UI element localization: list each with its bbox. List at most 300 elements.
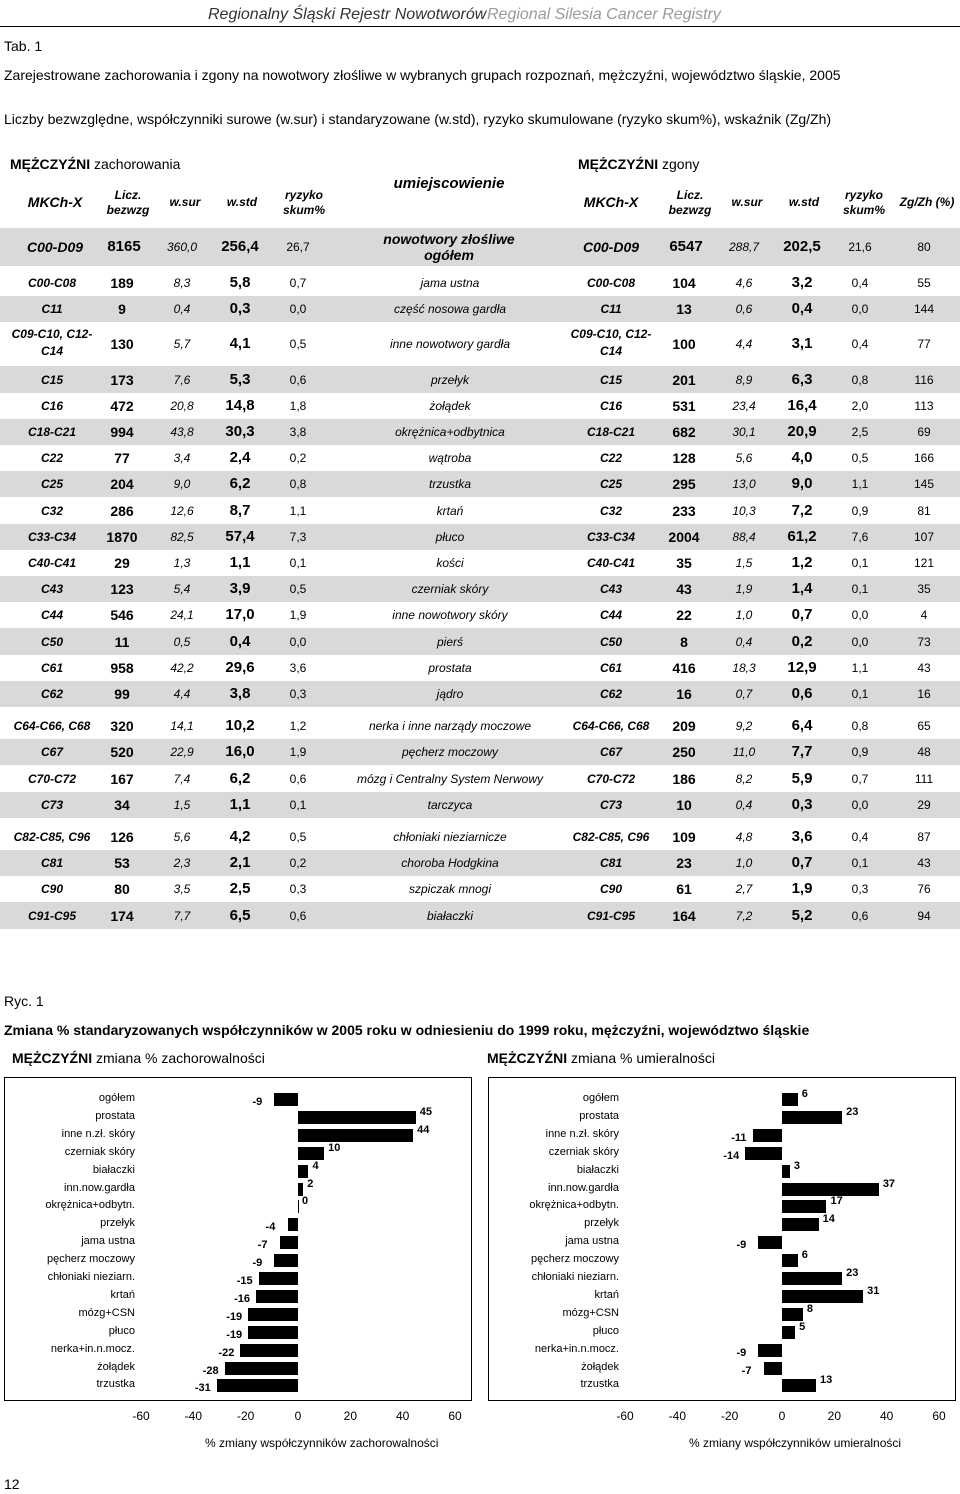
chart-x-tick: 40 bbox=[879, 1409, 894, 1423]
row-licz-left: 34 bbox=[114, 796, 130, 813]
chart-value-label: -19 bbox=[226, 1328, 243, 1341]
col-mkch-left: MKCh-X bbox=[27, 194, 83, 210]
row-ryzyko-left: 0,7 bbox=[289, 276, 307, 291]
row-code-right: C40-C41 bbox=[586, 555, 636, 570]
chart-category-label: inne n.zł. skóry bbox=[61, 1127, 135, 1140]
incidence-change-chart bbox=[4, 1077, 472, 1450]
chart-category-label: prostata bbox=[95, 1109, 135, 1122]
row-wsur-left: 8,3 bbox=[173, 276, 191, 291]
row-wsur-left: 2,3 bbox=[173, 856, 191, 871]
row-code-left: C62 bbox=[40, 686, 63, 701]
row-zgzh: 81 bbox=[917, 503, 931, 518]
row-wstd-right: 3,1 bbox=[791, 335, 813, 353]
row-site-label: pęcherz moczowy bbox=[401, 745, 499, 760]
header-en: Regional Silesia Cancer Registry bbox=[487, 6, 721, 23]
chart-category-label: czerniak skóry bbox=[64, 1145, 135, 1158]
row-code-left: C67 bbox=[40, 745, 63, 760]
row-licz-right: 109 bbox=[672, 828, 696, 845]
col-wsur-left: w.sur bbox=[169, 195, 201, 209]
chart-bar bbox=[298, 1129, 413, 1142]
col-licz-right: Licz. bezwzg bbox=[668, 188, 712, 217]
row-wstd-left: 2,5 bbox=[229, 880, 251, 898]
chart-x-axis-label: % zmiany współczynników umieralności bbox=[689, 1436, 902, 1450]
row-wsur-right: 23,4 bbox=[732, 398, 756, 413]
row-wsur-left: 0,5 bbox=[173, 634, 191, 649]
row-code-left: C70-C72 bbox=[27, 771, 77, 786]
row-ryzyko-left: 0,8 bbox=[289, 477, 307, 492]
row-code-left: C43 bbox=[40, 582, 63, 597]
row-zgzh: 4 bbox=[920, 608, 928, 623]
figure-title: Zmiana % standaryzowanych współczynników w 2005 roku w odniesieniu do 1999 roku, mężczyźni, województwo śląskie bbox=[4, 1022, 810, 1038]
row-site-label: mózg i Centralny System Nerwowy bbox=[356, 771, 544, 786]
row-zgzh: 144 bbox=[913, 302, 935, 317]
chart-bar bbox=[256, 1290, 298, 1303]
row-code-left: C09-C10, C12-C14 bbox=[11, 327, 93, 359]
row-wsur-right: 0,7 bbox=[735, 686, 753, 701]
row-zgzh: 43 bbox=[917, 856, 931, 871]
col-ryzyko-right: ryzyko skum% bbox=[842, 188, 886, 217]
row-code-right: C64-C66, C68 bbox=[572, 719, 650, 734]
chart-bar bbox=[758, 1236, 782, 1249]
row-ryzyko-right: 0,0 bbox=[851, 634, 869, 649]
chart-bar bbox=[248, 1326, 298, 1339]
row-wsur-right: 9,2 bbox=[735, 719, 753, 734]
chart-x-tick: -60 bbox=[616, 1409, 634, 1423]
row-licz-left: 1870 bbox=[106, 528, 138, 545]
row-wstd-right: 6,3 bbox=[791, 370, 813, 388]
row-wsur-right: 1,0 bbox=[735, 608, 753, 623]
chart-bar bbox=[782, 1308, 803, 1321]
chart-category-label: krtań bbox=[594, 1288, 619, 1301]
row-ryzyko-left: 1,9 bbox=[289, 608, 307, 623]
row-code-left: C18-C21 bbox=[27, 424, 77, 439]
row-licz-right: 128 bbox=[672, 450, 696, 467]
row-ryzyko-right: 0,0 bbox=[851, 797, 869, 812]
row-wstd-right: 5,9 bbox=[791, 769, 813, 787]
row-ryzyko-left: 0,1 bbox=[289, 797, 307, 812]
row-wstd-right: 9,0 bbox=[791, 475, 813, 493]
row-wsur-left: 7,7 bbox=[173, 908, 191, 923]
chart-value-label: -4 bbox=[265, 1221, 276, 1234]
chart-category-label: białaczki bbox=[92, 1163, 135, 1176]
page-number: 12 bbox=[4, 1476, 20, 1492]
row-wsur-left: 5,4 bbox=[173, 582, 191, 597]
row-wsur-left: 1,3 bbox=[173, 555, 191, 570]
chart-category-label: nerka+in.n.mocz. bbox=[50, 1342, 135, 1355]
row-ryzyko-right: 0,0 bbox=[851, 302, 869, 317]
row-code-right: C70-C72 bbox=[586, 771, 636, 786]
row-code-right: C81 bbox=[599, 856, 622, 871]
row-ryzyko-left: 0,0 bbox=[289, 302, 307, 317]
chart-x-tick: -40 bbox=[184, 1409, 202, 1423]
row-ryzyko-left: 3,6 bbox=[289, 660, 307, 675]
row-ryzyko-left: 0,2 bbox=[289, 856, 307, 871]
row-ryzyko-right: 0,9 bbox=[851, 503, 869, 518]
row-ryzyko-left: 0,3 bbox=[289, 686, 307, 701]
row-licz-right: 164 bbox=[672, 907, 696, 924]
row-zgzh: 55 bbox=[917, 276, 931, 291]
chart-value-label: -9 bbox=[252, 1096, 263, 1108]
chart-value-label: 8 bbox=[806, 1302, 814, 1315]
chart-category-label: jama ustna bbox=[565, 1235, 619, 1248]
row-ryzyko-left: 0,1 bbox=[289, 555, 307, 570]
row-wsur-right: 0,6 bbox=[735, 302, 753, 317]
row-licz-right: 8 bbox=[680, 633, 688, 650]
chart-category-label: chłoniaki nieziarn. bbox=[531, 1271, 619, 1283]
chart-x-tick: 20 bbox=[343, 1409, 357, 1423]
mortality-change-chart bbox=[488, 1077, 956, 1450]
row-licz-left: 174 bbox=[110, 907, 134, 924]
chart-bar bbox=[280, 1236, 298, 1249]
row-licz-right: 295 bbox=[672, 476, 696, 493]
total-code-left: C00-D09 bbox=[26, 239, 84, 255]
row-wstd-right: 0,7 bbox=[791, 854, 813, 872]
chart-x-tick: 60 bbox=[932, 1409, 946, 1423]
row-site-label: tarczyca bbox=[427, 797, 473, 812]
chart-value-label: -14 bbox=[723, 1149, 740, 1162]
chart-category-label: żołądek bbox=[581, 1360, 619, 1373]
row-code-left: C11 bbox=[41, 302, 63, 317]
row-licz-right: 233 bbox=[672, 502, 696, 519]
row-ryzyko-right: 0,7 bbox=[851, 771, 869, 786]
row-licz-left: 546 bbox=[110, 607, 134, 624]
chart-category-label: białaczki bbox=[576, 1163, 619, 1176]
row-wstd-right: 0,3 bbox=[791, 795, 813, 813]
right-section-title: MĘŻCZYŹNI zgony bbox=[578, 156, 700, 172]
chart-value-label: 45 bbox=[419, 1105, 432, 1118]
row-wsur-right: 11,0 bbox=[732, 745, 756, 760]
col-ryzyko-left: ryzyko skum% bbox=[282, 188, 326, 217]
row-wstd-right: 4,0 bbox=[791, 449, 813, 467]
row-wsur-left: 20,8 bbox=[170, 398, 194, 413]
row-wstd-right: 12,9 bbox=[787, 658, 817, 676]
row-code-left: C91-C95 bbox=[27, 908, 77, 923]
chart-x-tick: -20 bbox=[720, 1409, 739, 1423]
row-site-label: pierś bbox=[436, 634, 463, 649]
row-wstd-right: 0,2 bbox=[791, 632, 813, 650]
chart-value-label: -11 bbox=[731, 1131, 747, 1144]
row-site-label: kości bbox=[436, 555, 464, 570]
row-zgzh: 29 bbox=[917, 797, 931, 812]
row-wstd-right: 3,6 bbox=[791, 827, 813, 845]
row-ryzyko-left: 3,8 bbox=[289, 424, 307, 439]
row-zgzh: 69 bbox=[917, 424, 931, 439]
chart-bar bbox=[298, 1200, 299, 1213]
chart-bar bbox=[298, 1165, 308, 1178]
chart-category-label: trzustka bbox=[580, 1378, 619, 1391]
row-zgzh: 111 bbox=[914, 771, 934, 786]
row-wsur-left: 3,4 bbox=[173, 451, 191, 466]
chart-category-label: przełyk bbox=[584, 1217, 619, 1230]
row-wstd-right: 16,4 bbox=[787, 396, 817, 414]
table-caption: Tab. 1 bbox=[4, 38, 43, 54]
row-zgzh: 73 bbox=[917, 634, 931, 649]
row-site-label: szpiczak mnogi bbox=[408, 882, 492, 897]
chart-bar bbox=[288, 1218, 298, 1231]
chart-x-tick: 20 bbox=[827, 1409, 841, 1423]
row-wstd-right: 7,7 bbox=[791, 743, 813, 761]
chart-bar bbox=[298, 1147, 324, 1160]
chart-bar bbox=[782, 1379, 816, 1392]
chart-bar bbox=[248, 1308, 298, 1321]
row-ryzyko-right: 0,5 bbox=[851, 451, 869, 466]
row-wstd-left: 8,7 bbox=[229, 501, 251, 519]
row-site-label: czerniak skóry bbox=[411, 582, 489, 597]
row-code-right: C73 bbox=[599, 797, 622, 812]
row-wstd-left: 4,2 bbox=[229, 827, 251, 845]
chart-category-label: nerka+in.n.mocz. bbox=[534, 1342, 619, 1355]
row-wstd-right: 1,4 bbox=[791, 580, 813, 598]
row-wstd-left: 5,8 bbox=[229, 274, 251, 292]
row-wstd-right: 0,7 bbox=[791, 606, 813, 624]
row-ryzyko-left: 7,3 bbox=[289, 529, 307, 544]
row-site-label: część nosowa gardła bbox=[393, 302, 507, 317]
row-code-right: C61 bbox=[599, 660, 622, 675]
row-ryzyko-right: 0,1 bbox=[851, 856, 869, 871]
row-wsur-left: 5,6 bbox=[173, 829, 191, 844]
chart-bar bbox=[782, 1093, 798, 1106]
row-licz-right: 250 bbox=[672, 744, 696, 761]
row-code-right: C43 bbox=[599, 582, 622, 597]
row-wsur-right: 0,4 bbox=[735, 634, 753, 649]
chart-value-label: 31 bbox=[867, 1284, 880, 1297]
total-wstd-left: 256,4 bbox=[221, 238, 259, 255]
row-wstd-left: 4,1 bbox=[229, 335, 251, 353]
row-code-left: C44 bbox=[40, 608, 63, 623]
row-ryzyko-left: 0,6 bbox=[289, 771, 307, 786]
row-ryzyko-right: 0,6 bbox=[851, 908, 869, 923]
row-wsur-left: 12,6 bbox=[170, 503, 194, 518]
row-code-right: C62 bbox=[599, 686, 622, 701]
row-zgzh: 16 bbox=[917, 686, 931, 701]
chart-value-label: -22 bbox=[218, 1346, 235, 1359]
row-code-right: C91-C95 bbox=[586, 908, 636, 923]
row-wstd-left: 29,6 bbox=[225, 658, 255, 676]
row-wstd-left: 6,2 bbox=[229, 475, 251, 493]
row-wstd-right: 5,2 bbox=[791, 906, 813, 924]
chart-x-tick: -40 bbox=[668, 1409, 686, 1423]
row-wsur-right: 13,0 bbox=[732, 477, 756, 492]
chart-bar bbox=[225, 1362, 298, 1375]
running-header bbox=[0, 4, 960, 27]
chart-category-label: żołądek bbox=[97, 1360, 135, 1373]
row-licz-left: 126 bbox=[110, 828, 134, 845]
row-wstd-left: 14,8 bbox=[225, 396, 255, 414]
row-ryzyko-right: 0,9 bbox=[851, 745, 869, 760]
row-wstd-left: 1,1 bbox=[229, 795, 251, 813]
row-licz-left: 994 bbox=[110, 423, 134, 440]
row-zgzh: 76 bbox=[917, 882, 931, 897]
row-zgzh: 166 bbox=[913, 451, 935, 466]
row-wstd-left: 17,0 bbox=[225, 606, 255, 624]
chart-category-label: jama ustna bbox=[81, 1235, 135, 1248]
row-wstd-left: 1,1 bbox=[229, 553, 251, 571]
row-site-label: prostata bbox=[428, 660, 472, 675]
row-code-right: C32 bbox=[599, 503, 622, 518]
row-licz-right: 209 bbox=[672, 718, 696, 735]
chart-category-label: mózg+CSN bbox=[78, 1306, 135, 1319]
chart-bar bbox=[217, 1379, 298, 1392]
chart-value-label: 14 bbox=[822, 1213, 835, 1226]
chart-bar bbox=[782, 1326, 795, 1339]
row-wstd-left: 2,1 bbox=[229, 854, 251, 872]
row-wsur-right: 1,0 bbox=[735, 856, 753, 871]
row-licz-right: 416 bbox=[672, 659, 696, 676]
row-wstd-right: 3,2 bbox=[791, 274, 813, 292]
row-zgzh: 113 bbox=[914, 398, 934, 413]
row-ryzyko-right: 0,4 bbox=[851, 829, 869, 844]
chart-bar bbox=[764, 1362, 782, 1375]
chart-right-title: MĘŻCZYŹNI zmiana % umieralności bbox=[487, 1050, 715, 1066]
row-licz-right: 186 bbox=[672, 770, 696, 787]
table-title: Zarejestrowane zachorowania i zgony na nowotwory złośliwe w wybranych grupach rozpoznań, mężczyźni, województwo śląskie, 2005 bbox=[4, 67, 841, 83]
row-code-right: C16 bbox=[599, 398, 622, 413]
chart-x-tick: -20 bbox=[236, 1409, 255, 1423]
row-code-left: C82-C85, C96 bbox=[13, 829, 91, 844]
row-site-label: jądro bbox=[436, 686, 464, 701]
row-site-label: okrężnica+odbytnica bbox=[395, 424, 505, 439]
chart-category-label: inn.now.gardła bbox=[548, 1181, 619, 1194]
chart-value-label: 23 bbox=[846, 1105, 859, 1118]
chart-category-label: mózg+CSN bbox=[562, 1306, 619, 1319]
chart-bar bbox=[782, 1218, 819, 1231]
chart-bar bbox=[259, 1272, 298, 1285]
row-licz-right: 531 bbox=[672, 397, 696, 414]
row-wsur-left: 14,1 bbox=[170, 719, 194, 734]
col-wstd-left: w.std bbox=[226, 195, 258, 209]
figure-caption: Ryc. 1 bbox=[4, 993, 44, 1009]
row-licz-right: 23 bbox=[676, 855, 692, 872]
chart-bar bbox=[758, 1344, 782, 1357]
row-wsur-left: 43,8 bbox=[170, 424, 194, 439]
row-licz-left: 29 bbox=[114, 554, 130, 571]
row-code-right: C15 bbox=[599, 372, 622, 387]
chart-value-label: 44 bbox=[417, 1123, 430, 1136]
row-licz-right: 61 bbox=[676, 881, 692, 898]
row-zgzh: 94 bbox=[917, 908, 931, 923]
chart-category-label: chłoniaki nieziarn. bbox=[47, 1271, 135, 1283]
row-wstd-right: 7,2 bbox=[791, 501, 813, 519]
chart-category-label: czerniak skóry bbox=[548, 1145, 619, 1158]
row-wsur-right: 7,2 bbox=[735, 908, 753, 923]
row-wsur-left: 42,2 bbox=[170, 660, 194, 675]
row-ryzyko-right: 2,5 bbox=[851, 424, 869, 439]
row-ryzyko-left: 0,6 bbox=[289, 372, 307, 387]
row-licz-right: 35 bbox=[676, 554, 692, 571]
chart-x-tick: 40 bbox=[395, 1409, 410, 1423]
row-wsur-right: 10,3 bbox=[732, 503, 756, 518]
chart-category-label: ogółem bbox=[98, 1092, 135, 1104]
row-ryzyko-left: 0,5 bbox=[289, 829, 307, 844]
row-wsur-right: 8,2 bbox=[735, 771, 753, 786]
chart-value-label: 10 bbox=[328, 1141, 341, 1154]
row-code-right: C67 bbox=[599, 745, 622, 760]
chart-value-label: 6 bbox=[801, 1249, 808, 1262]
row-ryzyko-left: 0,0 bbox=[289, 634, 307, 649]
chart-value-label: 17 bbox=[830, 1195, 843, 1208]
chart-bar bbox=[782, 1272, 842, 1285]
row-wstd-left: 3,8 bbox=[229, 684, 251, 702]
row-wstd-right: 0,6 bbox=[791, 684, 813, 702]
chart-value-label: -16 bbox=[234, 1292, 251, 1305]
row-wstd-left: 0,4 bbox=[229, 632, 251, 650]
row-code-left: C25 bbox=[40, 477, 63, 492]
chart-value-label: 0 bbox=[302, 1195, 309, 1208]
row-ryzyko-right: 0,0 bbox=[851, 608, 869, 623]
chart-category-label: ogółem bbox=[582, 1092, 619, 1104]
row-site-label: krtań bbox=[436, 503, 464, 518]
row-wsur-right: 8,9 bbox=[735, 372, 753, 387]
row-wsur-left: 82,5 bbox=[170, 529, 194, 544]
total-label: nowotwory złośliwe ogółem bbox=[383, 231, 515, 263]
col-wsur-right: w.sur bbox=[731, 195, 763, 209]
row-zgzh: 77 bbox=[917, 337, 931, 352]
row-wsur-left: 24,1 bbox=[170, 608, 194, 623]
row-wstd-right: 0,4 bbox=[791, 300, 813, 318]
row-wsur-left: 4,4 bbox=[173, 686, 191, 701]
row-wsur-left: 9,0 bbox=[173, 477, 191, 492]
row-site-label: nerka i inne narządy moczowe bbox=[368, 719, 532, 734]
chart-value-label: 6 bbox=[801, 1088, 808, 1100]
chart-bar bbox=[782, 1111, 842, 1124]
row-site-label: żołądek bbox=[429, 398, 471, 413]
row-licz-left: 472 bbox=[110, 397, 134, 414]
chart-bar bbox=[298, 1183, 303, 1196]
total-wstd-right: 202,5 bbox=[783, 238, 821, 255]
row-wstd-left: 10,2 bbox=[225, 717, 255, 735]
chart-bar bbox=[274, 1093, 298, 1106]
chart-value-label: 13 bbox=[820, 1374, 833, 1387]
chart-category-label: inn.now.gardła bbox=[64, 1181, 135, 1194]
row-ryzyko-left: 0,3 bbox=[289, 882, 307, 897]
col-zgzh: Zg/Zh (%) bbox=[899, 195, 955, 209]
row-zgzh: 87 bbox=[917, 829, 931, 844]
row-zgzh: 107 bbox=[913, 529, 935, 544]
row-wsur-left: 3,5 bbox=[173, 882, 191, 897]
row-ryzyko-right: 2,0 bbox=[851, 398, 869, 413]
chart-x-axis-label: % zmiany współczynników zachorowalności bbox=[205, 1436, 439, 1450]
row-wsur-left: 1,5 bbox=[173, 797, 191, 812]
chart-value-label: -9 bbox=[736, 1239, 747, 1252]
row-zgzh: 116 bbox=[914, 372, 934, 387]
row-licz-left: 204 bbox=[110, 476, 134, 493]
row-licz-left: 80 bbox=[114, 881, 130, 898]
row-ryzyko-right: 0,1 bbox=[851, 555, 869, 570]
row-licz-left: 958 bbox=[110, 659, 134, 676]
chart-x-tick: 0 bbox=[294, 1409, 302, 1423]
row-wsur-right: 4,6 bbox=[735, 276, 753, 291]
chart-bar bbox=[782, 1254, 798, 1267]
row-licz-left: 77 bbox=[114, 450, 130, 467]
chart-category-label: pęcherz moczowy bbox=[530, 1253, 619, 1266]
chart-value-label: -15 bbox=[236, 1275, 253, 1287]
row-code-right: C11 bbox=[600, 302, 622, 317]
chart-category-label: okrężnica+odbytn. bbox=[45, 1199, 135, 1212]
row-ryzyko-left: 1,8 bbox=[289, 398, 307, 413]
total-zgzh: 80 bbox=[917, 240, 931, 254]
row-site-label: inne nowotwory skóry bbox=[392, 608, 508, 623]
chart-value-label: -28 bbox=[202, 1364, 219, 1377]
row-wstd-right: 6,4 bbox=[791, 717, 813, 735]
chart-category-label: krtań bbox=[110, 1288, 135, 1301]
row-code-left: C22 bbox=[40, 451, 63, 466]
row-wsur-right: 30,1 bbox=[732, 424, 756, 439]
row-licz-right: 2004 bbox=[668, 528, 700, 545]
row-code-left: C32 bbox=[40, 503, 63, 518]
row-wstd-left: 5,3 bbox=[229, 370, 251, 388]
row-ryzyko-right: 0,8 bbox=[851, 719, 869, 734]
row-licz-right: 22 bbox=[676, 607, 692, 624]
